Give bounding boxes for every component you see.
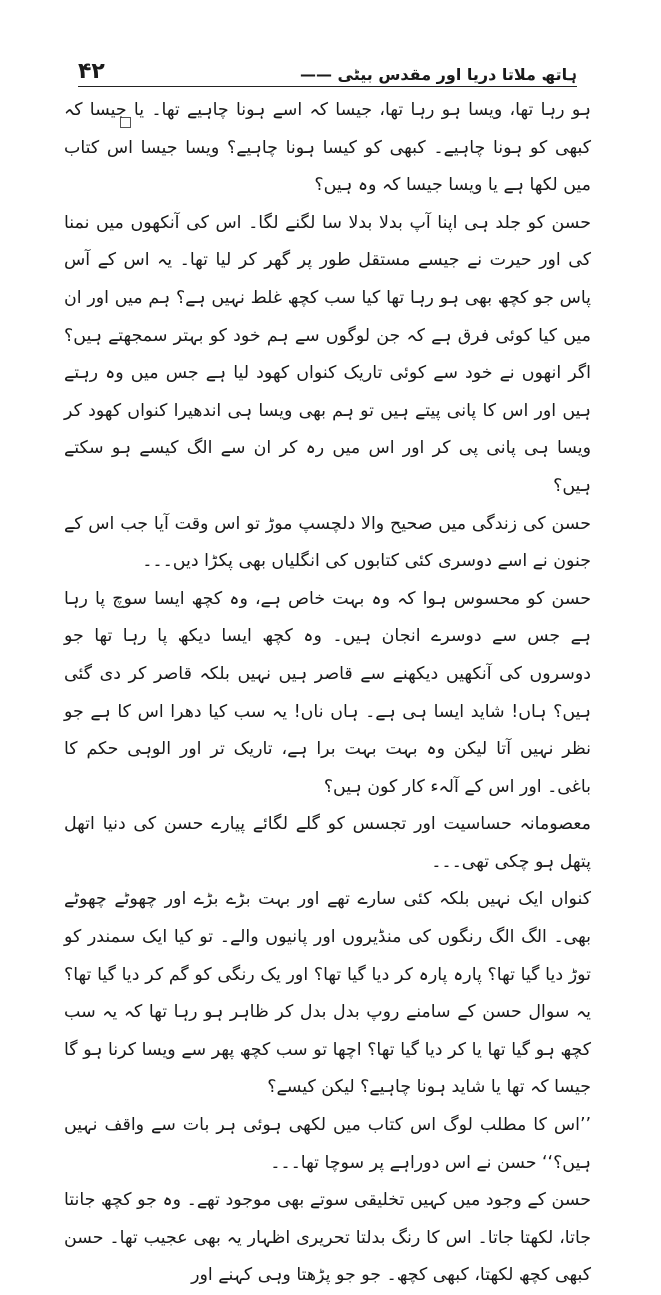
paragraph-4: حسن کو محسوس ہوا کہ وہ بہت خاص ہے، وہ کچھ ایسا سوچ پا رہا ہے جس سے دوسرے انجان ہیں۔ وہ کچھ ایسا دیکھ پا رہا تھا جو دوسروں کی آنکھیں دیکھنے سے قاصر ہیں نہیں بلکہ قاصر کر دی گئی ہیں؟ ہاں! شاید ایسا ہی ہے۔ ہاں ناں! یہ سب کیا دھرا اس کا ہے جو نظر نہیں آتا لیکن وہ بہت بہت برا ہے، تاریک تر اور الوہی حکم کا باغی۔ اور اس کے آلہء کار کون ہیں؟ [64, 588, 591, 797]
paragraph-6: کنواں ایک نہیں بلکہ کئی سارے تھے اور بہت بڑے بڑے اور چھوٹے چھوٹے بھی۔ الگ الگ رنگوں کی منڈیروں اور پانیوں والے۔ تو کیا ایک سمندر کو توڑ دیا گیا تھا؟ پارہ پارہ کر دیا گیا تھا؟ اور یک رنگی کو گم کر دیا گیا تھا؟ یہ سوال حسن کے سامنے روپ بدل بدل کر ظاہر ہو رہا تھا کہ یہ سب کچھ ہو گیا تھا یا کر دیا گیا تھا؟ اچھا تو سب کچھ پھر سے ویسا کرنا ہو گا جیسا کہ تھا یا شاید ہونا چاہیے؟ لیکن کیسے؟ [64, 889, 591, 1098]
page-header [78, 44, 577, 87]
page-body [64, 92, 591, 1295]
paragraph-8: حسن کے وجود میں کہیں تخلیقی سوتے بھی موجود تھے۔ وہ جو کچھ جانتا جاتا، لکھتا جاتا۔ اس کا رنگ بدلتا تحریری اظہار یہ بھی عجیب تھا۔ حسن کبھی کچھ لکھتا، کبھی کچھ۔ جو جو پڑھتا وہی کہنے اور [64, 1190, 591, 1286]
page-number: ۴۲ [78, 59, 105, 84]
paragraph-7: ’’اس کا مطلب لوگ اس کتاب میں لکھی ہوئی ہر بات سے واقف نہیں ہیں؟‘‘ حسن نے اس دوراہے پر سوچا تھا۔۔۔ [64, 1115, 591, 1173]
paragraph-2: حسن کو جلد ہی اپنا آپ بدلا بدلا سا لگنے لگا۔ اس کی آنکھوں میں نمنا کی اور حیرت نے جیسے مستقل طور پر گھر کر لیا تھا۔ یہ اس کے آس پاس جو کچھ بھی ہو رہا تھا کیا سب کچھ غلط نہیں ہے؟ ہم میں اور ان میں کیا کوئی فرق ہے کہ جن لوگوں سے ہم خود کو بہتر سمجھتے ہیں؟ اگر انھوں نے خود سے کوئی تاریک کنواں کھود لیا ہے جس میں وہ رہتے ہیں اور اس کا پانی پیتے ہیں تو ہم بھی ویسا ہی اندھیرا کنواں کھود کر ویسا ہی پانی پی کر اور اس میں رہ کر ان سے الگ کیسے ہو سکتے ہیں؟ [64, 212, 591, 496]
running-title: ہاتھ ملاتا دریا اور مقدس بیٹی —— [299, 65, 577, 84]
paragraph-3: حسن کی زندگی میں صحیح والا دلچسپ موڑ تو اس وقت آیا جب اس کے جنون نے اسے دوسری کئی کتابوں کی انگلیاں بھی پکڑا دیں۔۔۔ [64, 513, 591, 572]
paragraph-1: ہو رہا تھا، ویسا ہو رہا تھا، جیسا کہ اسے ہونا چاہیے تھا۔ یا جیسا کہ کبھی کو ہونا چاہیے۔ کبھی کو کیسا ہونا چاہیے؟ ویسا جیسا اس کتاب میں لکھا ہے یا ویسا جیسا کہ وہ ہیں؟ [64, 100, 591, 196]
paragraph-5: معصومانہ حساسیت اور تجسس کو گلے لگائے پیارے حسن کی دنیا اتھل پتھل ہو چکی تھی۔۔۔ [64, 814, 591, 872]
